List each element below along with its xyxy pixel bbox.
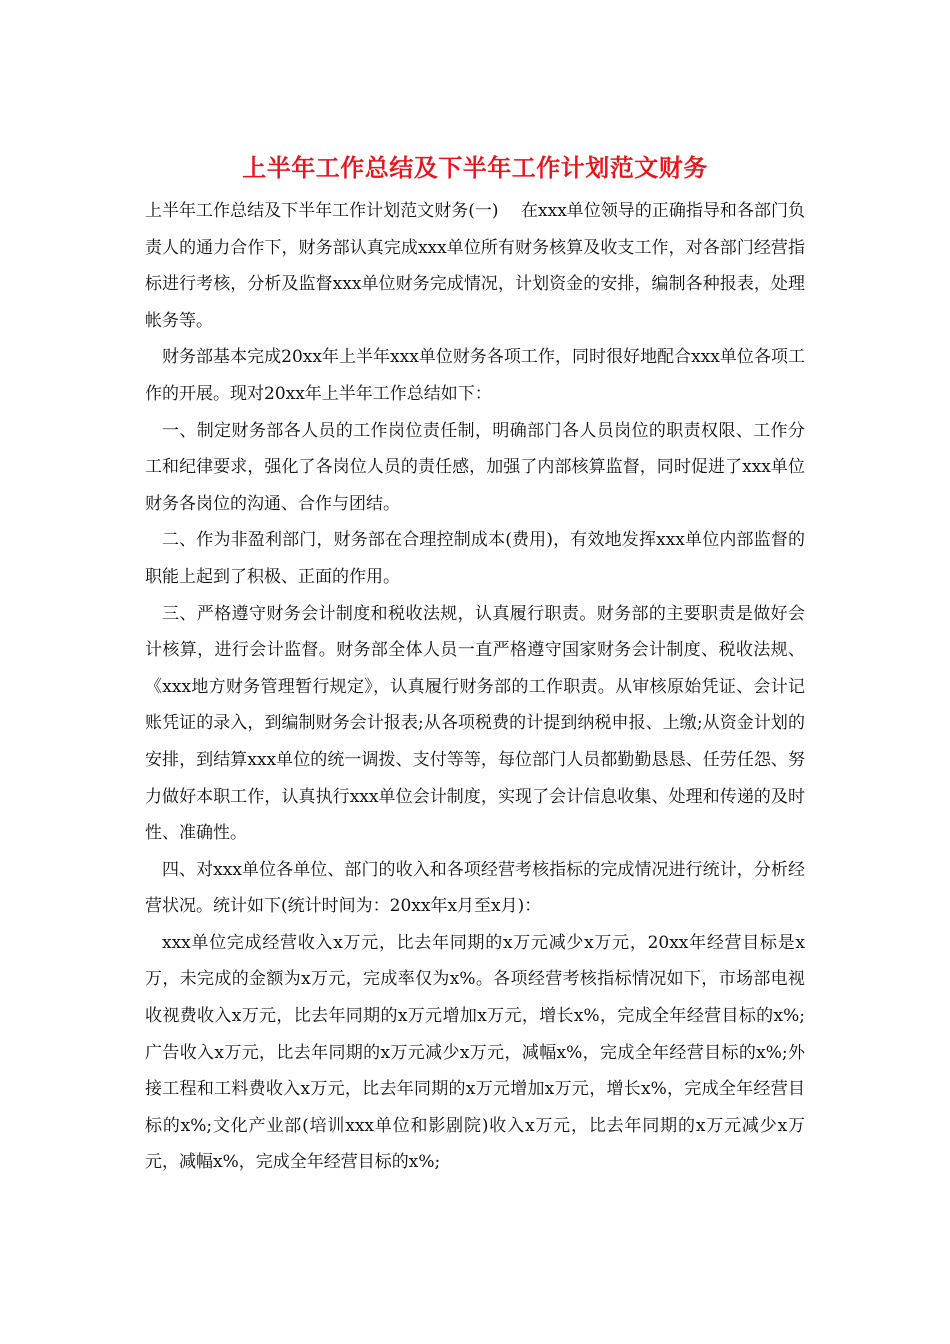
paragraph-point-2: 二、作为非盈利部门，财务部在合理控制成本(费用)，有效地发挥xxx单位内部监督的职能上起到了积极、正面的作用。 [145,530,805,587]
paragraph-point-3: 三、严格遵守财务会计制度和税收法规，认真履行职责。财务部的主要职责是做好会计核算，进行会计监督。财务部全体人员一直严格遵守国家财务会计制度、税收法规、《xxx地方财务管理暂行规定》，认真履行财务部的工作职责。从审核原始凭证、会计记账凭证的录入，到编制财务会计报表;从各项税费的计提到纳税申报、上缴;从资金计划的安排，到结算xxx单位的统一调拨、支付等等，每位部门人员都勤勤恳恳、任劳任怨、努力做好本职工作，认真执行xxx单位会计制度，实现了会计信息收集、处理和传递的及时性、准确性。 [145,603,805,844]
paragraph-statistics: xxx单位完成经营收入x万元，比去年同期的x万元减少x万元，20xx年经营目标是x万，未完成的金额为x万元，完成率仅为x%。各项经营考核指标情况如下，市场部电视收视费收入x万元，比去年同期的x万元增加x万元，增长x%，完成全年经营目标的x%;广告收入x万元，比去年同期的x万元减少x万元，减幅x%，完成全年经营目标的x%;外接工程和工料费收入x万元，比去年同期的x万元增加x万元，增长x%，完成全年经营目标的x%;文化产业部(培训xxx单位和影剧院)收入x万元，比去年同期的x万元减少x万元，减幅x%，完成全年经营目标的x%; [145,932,805,1173]
document-body [145,193,805,1181]
document-title: 上半年工作总结及下半年工作计划范文财务 [242,153,708,182]
paragraph-intro: 上半年工作总结及下半年工作计划范文财务(一) 在xxx单位领导的正确指导和各部门负责人的通力合作下，财务部认真完成xxx单位所有财务核算及收支工作，对各部门经营指标进行考核，分析及监督xxx单位财务完成情况，计划资金的安排，编制各种报表，处理帐务等。 [145,201,805,331]
paragraph-point-1: 一、制定财务部各人员的工作岗位责任制，明确部门各人员岗位的职责权限、工作分工和纪律要求，强化了各岗位人员的责任感，加强了内部核算监督，同时促进了xxx单位财务各岗位的沟通、合作与团结。 [145,420,805,514]
paragraph-overview: 财务部基本完成20xx年上半年xxx单位财务各项工作，同时很好地配合xxx单位各项工作的开展。现对20xx年上半年工作总结如下： [145,347,805,404]
paragraph-point-4: 四、对xxx单位各单位、部门的收入和各项经营考核指标的完成情况进行统计，分析经营状况。统计如下(统计时间为：20xx年x月至x月)： [145,859,805,917]
